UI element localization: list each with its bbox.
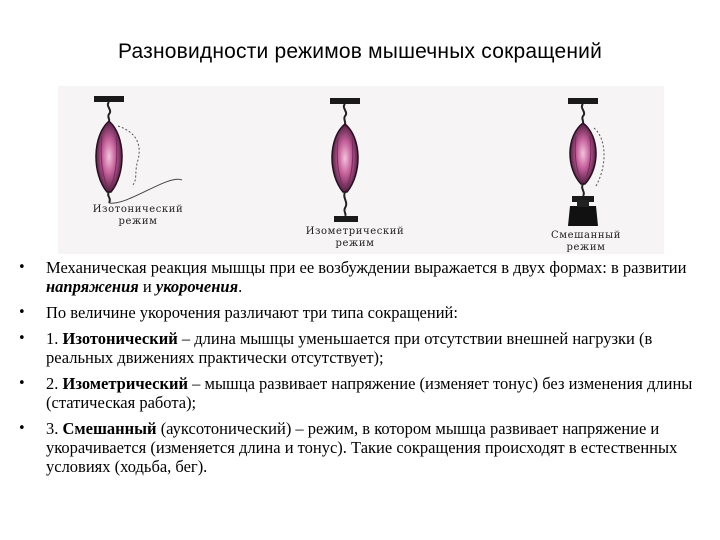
emphasis-text: напряжения xyxy=(46,277,139,296)
term-text: Смешанный xyxy=(62,419,157,438)
isometric-caption-line1: Изометрический xyxy=(305,226,405,237)
bullet-dot: • xyxy=(18,331,26,346)
muscle-modes-figure xyxy=(58,86,664,254)
bullet-item xyxy=(18,374,712,412)
bullet-text: По величине укорочения различают три типа сокращений: xyxy=(46,303,458,322)
emphasis-text: укорочения xyxy=(155,277,239,296)
bullet-item xyxy=(18,419,712,476)
isotonic-caption-line1: Изотонический xyxy=(92,204,184,215)
bullet-text: – мышца развивает напряжение (изменяет тонус) без изменения длины (статическая работа); xyxy=(46,374,693,412)
bullet-text: и xyxy=(138,277,156,296)
bullet-text: 2. xyxy=(46,374,63,393)
bullet-item xyxy=(18,258,712,296)
slide-title: Разновидности режимов мышечных сокращений xyxy=(117,40,603,63)
bullet-text: 3. xyxy=(46,419,63,438)
isometric-caption xyxy=(290,226,420,250)
bullet-item xyxy=(18,303,712,322)
mixed-muscle-drawing xyxy=(568,98,604,226)
bullet-text: (ауксотонический) – режим, в котором мышца развивает напряжение и укорачивается (изменяется длина и тонус). Такие сокращения происходят в естественных условиях (ходьба, бег). xyxy=(46,419,678,476)
bullet-dot: • xyxy=(18,376,26,391)
term-text: Изотонический xyxy=(62,329,178,348)
isometric-muscle-drawing xyxy=(330,98,360,222)
bullet-dot: • xyxy=(18,421,26,436)
isometric-caption-line2: режим xyxy=(335,238,375,249)
bullet-dot: • xyxy=(18,260,26,275)
bullet-dot: • xyxy=(18,305,26,320)
bullet-text: . xyxy=(238,277,243,296)
isotonic-caption xyxy=(78,204,198,228)
mixed-caption-line2: режим xyxy=(566,242,606,253)
mixed-caption-line1: Смешанный xyxy=(551,230,621,241)
bullet-text: Механическая реакция мышцы при ее возбуждении выражается в двух формах: в развитии xyxy=(46,258,687,277)
bullet-text: – длина мышцы уменьшается при отсутствии внешней нагрузки (в реальных движениях практически отсутствует); xyxy=(46,329,653,367)
bullet-list xyxy=(18,258,712,483)
isotonic-caption-line2: режим xyxy=(118,216,158,227)
mixed-caption xyxy=(536,230,636,254)
term-text: Изометрический xyxy=(62,374,189,393)
isotonic-muscle-drawing xyxy=(94,96,182,203)
bullet-item xyxy=(18,329,712,367)
bullet-text: 1. xyxy=(46,329,63,348)
